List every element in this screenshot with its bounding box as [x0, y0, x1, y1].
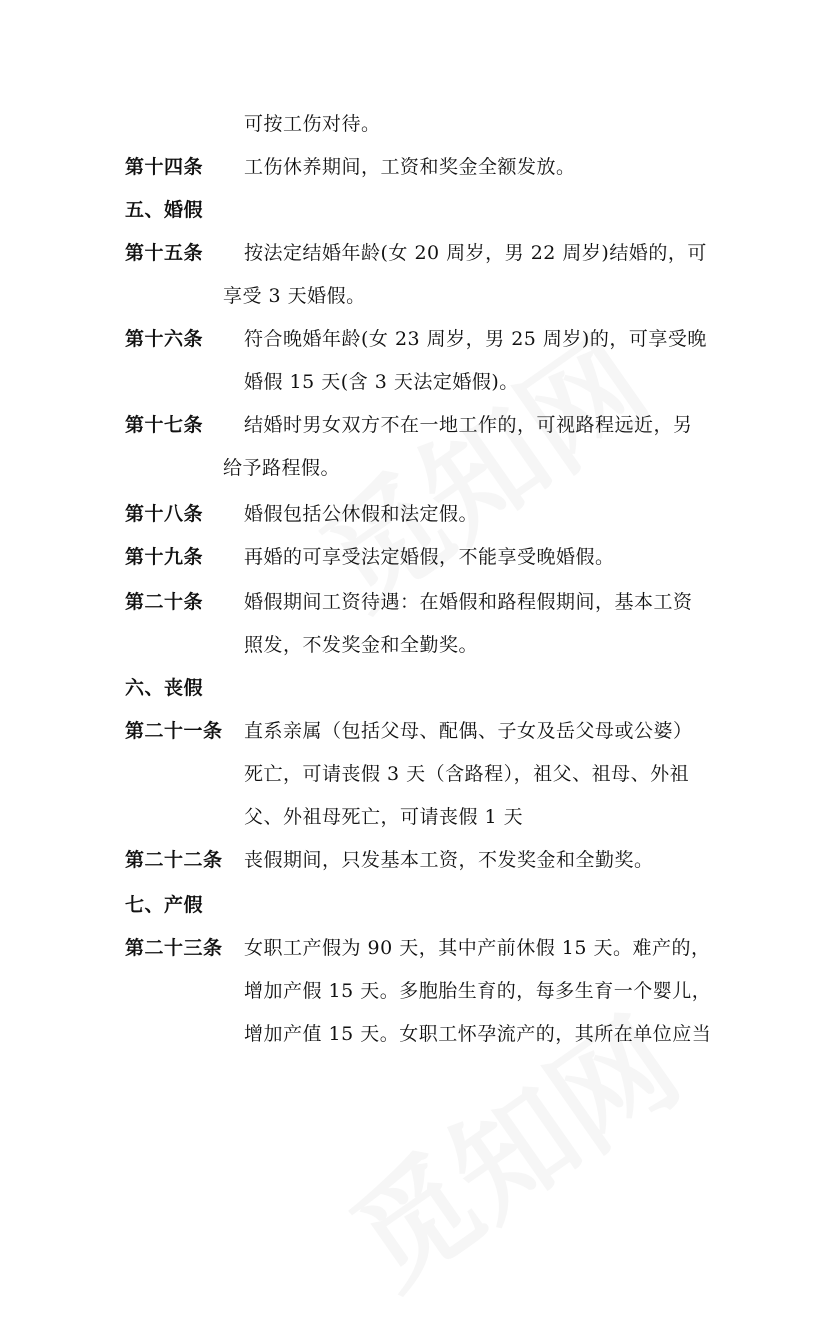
- paragraph-line: 享受 3 天婚假。: [223, 285, 366, 307]
- article-number: 第十八条: [125, 503, 204, 525]
- paragraph-line: 婚假 15 天(含 3 天法定婚假)。: [244, 371, 519, 393]
- paragraph-line: 照发，不发奖金和全勤奖。: [244, 634, 479, 656]
- article-number: 第十四条: [125, 156, 204, 178]
- paragraph-line: 按法定结婚年龄(女 20 周岁，男 22 周岁)结婚的，可: [244, 242, 707, 264]
- paragraph-line: 婚假期间工资待遇：在婚假和路程假期间，基本工资: [244, 591, 693, 613]
- paragraph-line: 结婚时男女双方不在一地工作的，可视路程远近，另: [244, 414, 693, 436]
- paragraph-line: 死亡，可请丧假 3 天（含路程），祖父、祖母、外祖: [244, 763, 690, 785]
- article-number: 第十九条: [125, 546, 204, 568]
- paragraph-line: 婚假包括公休假和法定假。: [244, 503, 479, 525]
- section-heading: 六、丧假: [125, 677, 204, 699]
- section-heading: 五、婚假: [125, 199, 204, 221]
- article-number: 第十六条: [125, 328, 204, 350]
- article-number: 第二十条: [125, 591, 204, 613]
- paragraph-line: 女职工产假为 90 天，其中产前休假 15 天。难产的，: [244, 937, 711, 959]
- article-number: 第二十一条: [125, 720, 223, 742]
- paragraph-line: 父、外祖母死亡，可请丧假 1 天: [244, 806, 524, 828]
- paragraph-line: 再婚的可享受法定婚假，不能享受晚婚假。: [244, 546, 615, 568]
- paragraph-line: 工伤休养期间，工资和奖金全额发放。: [244, 156, 576, 178]
- paragraph-line: 丧假期间，只发基本工资，不发奖金和全勤奖。: [244, 849, 654, 871]
- paragraph-line: 增加产假 15 天。多胞胎生育的，每多生育一个婴儿，: [244, 980, 712, 1002]
- section-heading: 七、产假: [125, 894, 204, 916]
- paragraph-line: 给予路程假。: [223, 457, 341, 479]
- article-number: 第二十三条: [125, 937, 223, 959]
- article-number: 第十五条: [125, 242, 204, 264]
- paragraph-line: 可按工伤对待。: [244, 113, 381, 135]
- paragraph-line: 增加产值 15 天。女职工怀孕流产的，其所在单位应当: [244, 1023, 712, 1045]
- paragraph-line: 符合晚婚年龄(女 23 周岁，男 25 周岁)的，可享受晚: [244, 328, 707, 350]
- article-number: 第二十二条: [125, 849, 223, 871]
- paragraph-line: 直系亲属（包括父母、配偶、子女及岳父母或公婆）: [244, 720, 693, 742]
- article-number: 第十七条: [125, 414, 204, 436]
